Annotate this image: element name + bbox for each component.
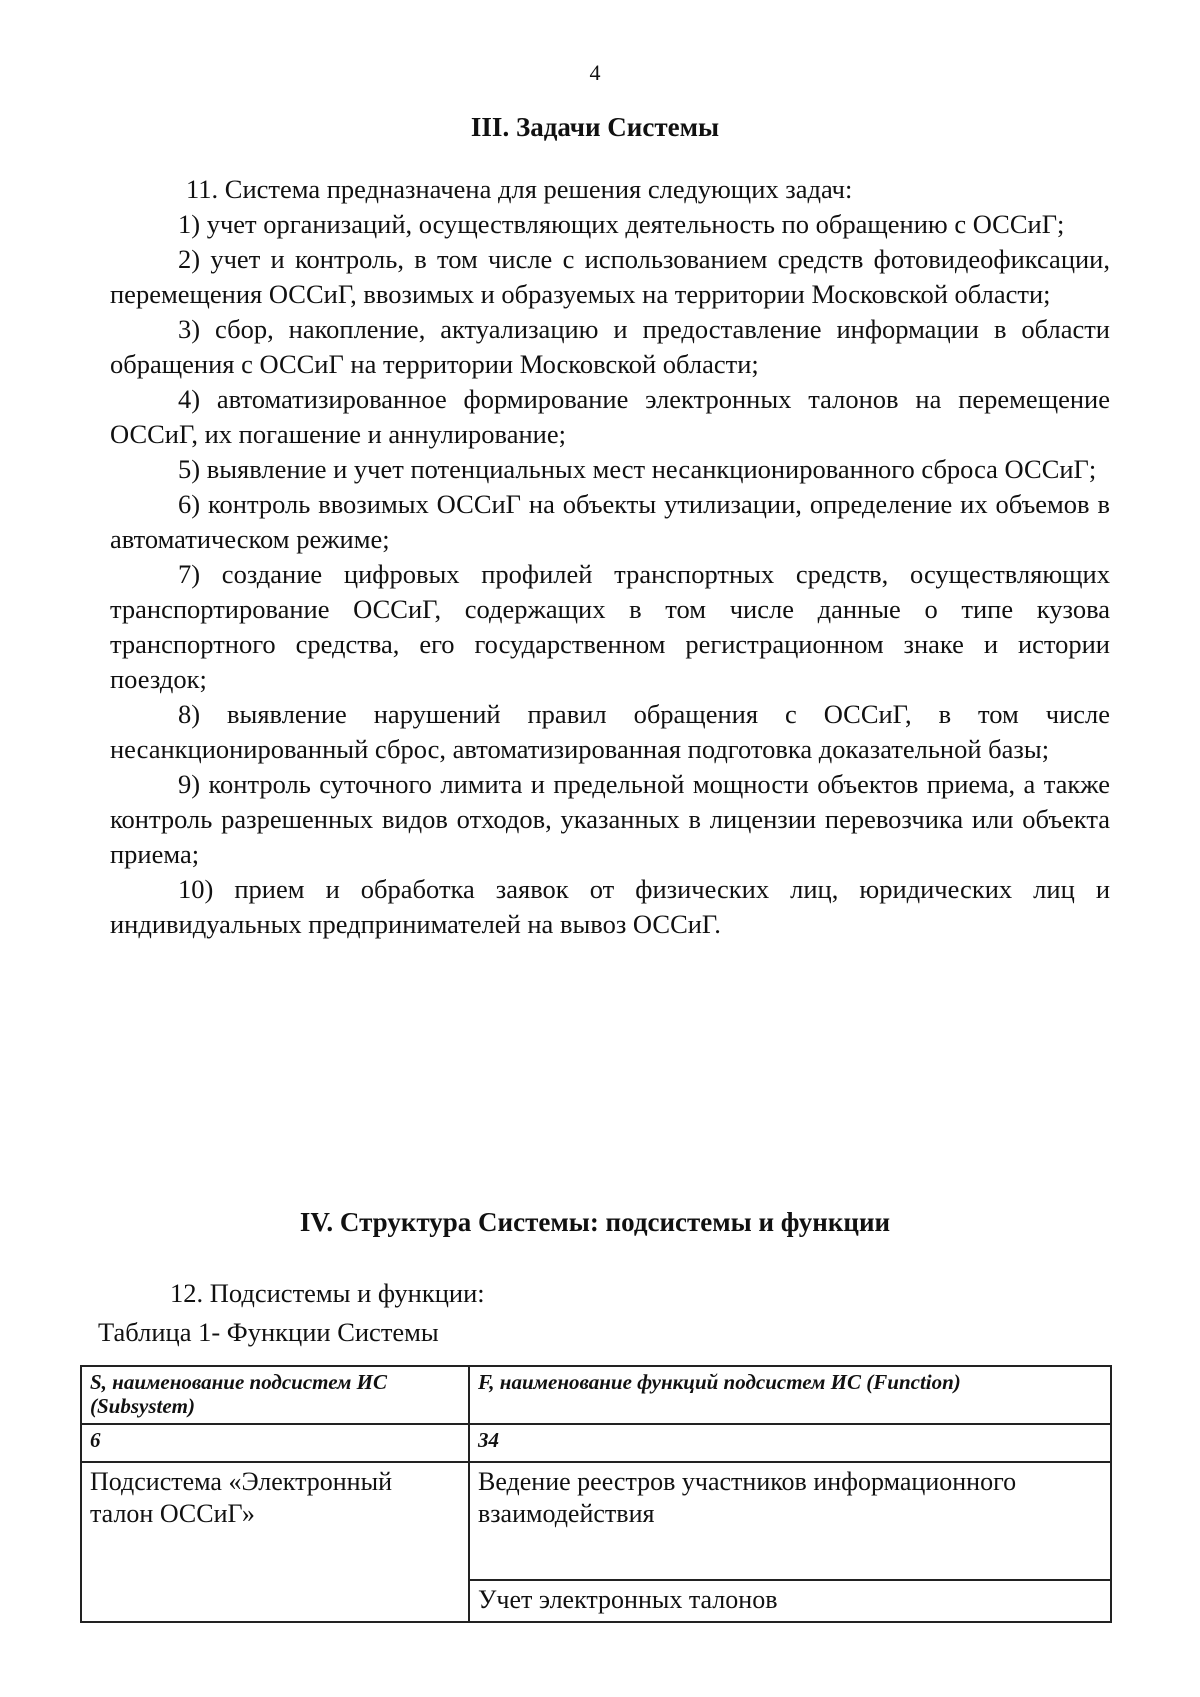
task-item-10: 10) прием и обработка заявок от физических лиц, юридических лиц и индивидуальных предпринимателей на вывоз ОССиГ. — [110, 874, 1110, 939]
table-header-subsystem: S, наименование подсистем ИС (Subsystem) — [81, 1366, 469, 1424]
table-number-row — [81, 1424, 1111, 1462]
tasks-intro: 11. Система предназначена для решения следующих задач: — [186, 174, 853, 204]
page-number: 4 — [589, 60, 601, 85]
subsystems-intro: 12. Подсистемы и функции: — [170, 1278, 485, 1308]
table-caption: Таблица 1- Функции Системы — [98, 1317, 439, 1347]
section-3-heading: III. Задачи Системы — [470, 112, 720, 142]
section-4-heading: IV. Структура Системы: подсистемы и функции — [299, 1207, 891, 1237]
subsystem-count: 6 — [81, 1424, 469, 1462]
function-name-1: Ведение реестров участников информационного взаимодействия — [469, 1462, 1111, 1580]
task-item-7: 7) создание цифровых профилей транспортных средств, осуществляющих транспортирование ОССиГ, содержащих в том числе данные о типе кузова транспортного средства, его государственном регистрационном знаке и истории поездок; — [110, 559, 1110, 694]
task-item-9: 9) контроль суточного лимита и предельной мощности объектов приема, а также контроль разрешенных видов отходов, указанных в лицензии перевозчика или объекта приема; — [110, 769, 1110, 869]
subsystem-name: Подсистема «Электронный талон ОССиГ» — [81, 1462, 469, 1622]
task-item-5: 5) выявление и учет потенциальных мест несанкционированного сброса ОССиГ; — [178, 454, 1097, 484]
section-3-body — [110, 172, 1110, 942]
function-name-2: Учет электронных талонов — [469, 1580, 1111, 1622]
table-row — [81, 1462, 1111, 1580]
task-item-1: 1) учет организаций, осуществляющих деятельность по обращению с ОССиГ; — [178, 209, 1065, 239]
table-header-function: F, наименование функций подсистем ИС (Function) — [469, 1366, 1111, 1424]
task-item-6: 6) контроль ввозимых ОССиГ на объекты утилизации, определение их объемов в автоматическом режиме; — [110, 489, 1110, 554]
task-item-3: 3) сбор, накопление, актуализацию и предоставление информации в области обращения с ОССиГ на территории Московской области; — [110, 314, 1110, 379]
task-item-4: 4) автоматизированное формирование электронных талонов на перемещение ОССиГ, их погашение и аннулирование; — [110, 384, 1110, 449]
functions-table — [80, 1365, 1112, 1623]
task-item-2: 2) учет и контроль, в том числе с использованием средств фотовидеофиксации, перемещения ОССиГ, ввозимых и образуемых на территории Московской области; — [110, 244, 1110, 309]
task-item-8: 8) выявление нарушений правил обращения с ОССиГ, в том числе несанкционированный сброс, автоматизированная подготовка доказательной базы; — [110, 699, 1110, 764]
function-count: 34 — [469, 1424, 1111, 1462]
table-header-row — [81, 1366, 1111, 1424]
